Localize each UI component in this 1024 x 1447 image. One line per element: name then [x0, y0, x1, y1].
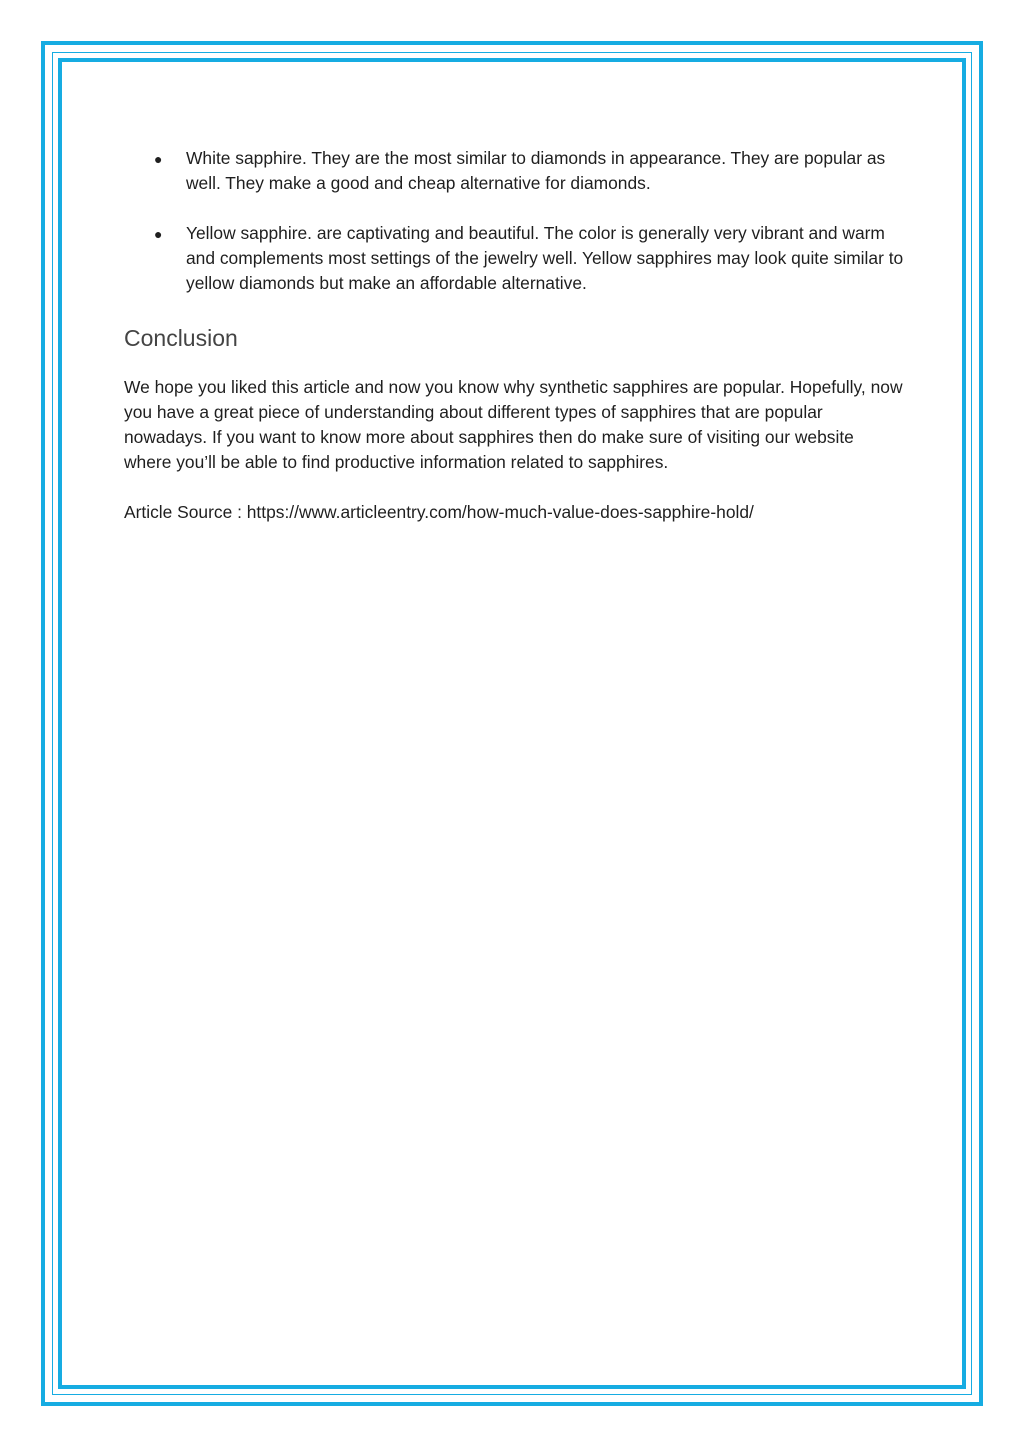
- conclusion-heading: Conclusion: [124, 325, 238, 351]
- document-body: [124, 146, 904, 525]
- list-item-text: White sapphire. They are the most similar to diamonds in appearance. They are popular as well. They make a good and cheap alternative for diamonds.: [186, 148, 886, 193]
- sapphire-types-list: [124, 146, 904, 296]
- article-source: Article Source : https://www.articleentry.com/how-much-value-does-sapphire-hold/: [124, 502, 754, 522]
- list-item-white-sapphire: [124, 146, 904, 196]
- list-item-yellow-sapphire: [124, 221, 904, 296]
- bullet-icon: ●: [154, 226, 163, 242]
- list-item-text: Yellow sapphire. are captivating and beautiful. The color is generally very vibrant and warm and complements most settings of the jewelry well. Yellow sapphires may look quite similar to yellow diamonds but make an affordable alternative.: [186, 223, 904, 293]
- conclusion-paragraph: We hope you liked this article and now you know why synthetic sapphires are popular. Hopefully, now you have a great piece of understanding about different types of sapphires that are popular nowadays. If you want to know more about sapphires then do make sure of visiting our website where you’ll be able to find productive information related to sapphires.: [124, 377, 903, 472]
- bullet-icon: ●: [154, 151, 163, 167]
